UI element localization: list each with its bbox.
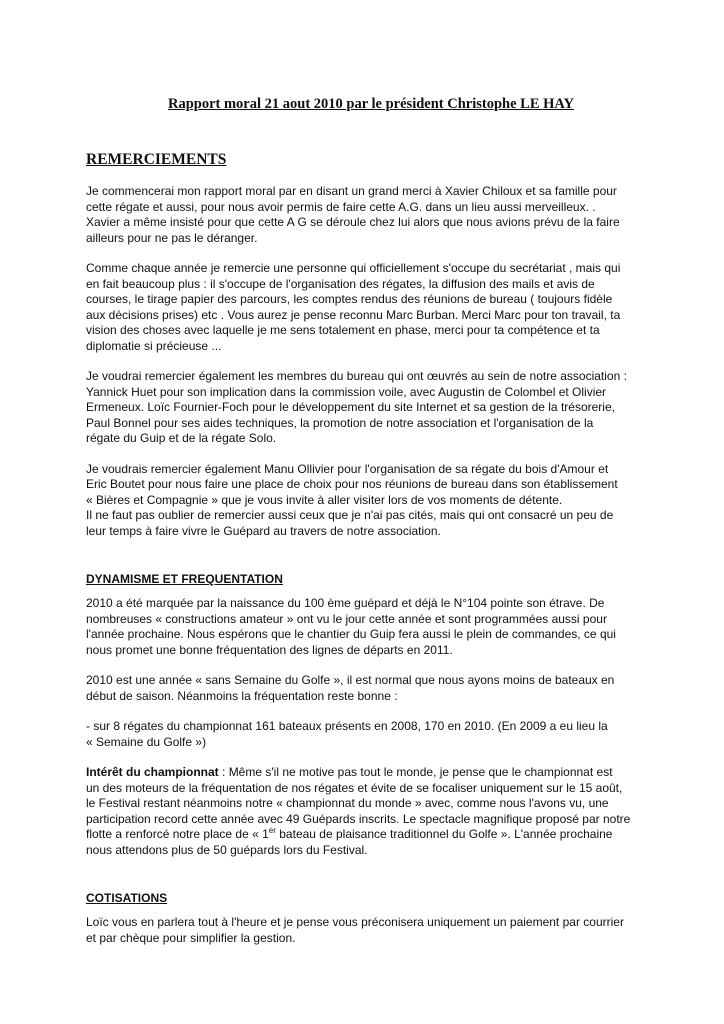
document-page <box>86 96 646 961</box>
text-line: diplomatie si précieuse ... <box>86 338 222 353</box>
paragraph-dynamisme-1 <box>86 596 646 658</box>
paragraph-remerciements-4 <box>86 462 646 540</box>
paragraph-dynamisme-2 <box>86 673 646 704</box>
text-line: et par chèque pour simplifier la gestion. <box>86 930 296 945</box>
paragraph-remerciements-1 <box>86 184 646 246</box>
text-line: Je voudrai remercier également les membres du bureau qui ont œuvrés au sein de notre association : <box>86 369 627 383</box>
text-line: nous promet une bonne fréquentation des lignes de départs en 2011. <box>86 642 453 657</box>
text-fragment: flotte a renforcé notre place de « 1 <box>86 827 269 841</box>
superscript-er: er <box>268 826 276 835</box>
text-line: « Semaine du Golfe ») <box>86 734 207 749</box>
heading-dynamisme: DYNAMISME ET FREQUENTATION <box>86 572 283 586</box>
text-line: 2010 a été marquée par la naissance du 100 ème guépard et déjà le N°104 pointe son étrave. De <box>86 596 605 610</box>
text-line: Loïc vous en parlera tout à l'heure et je pense vous préconisera uniquement un paiement par courrier <box>86 915 624 929</box>
text-line: participation record cette année avec 49 Guépards inscrits. Le spectacle magnifique proposé par notre <box>86 811 631 826</box>
heading-remerciements: REMERCIEMENTS <box>86 151 227 168</box>
document-title: Rapport moral 21 aout 2010 par le président Christophe LE HAY <box>167 96 575 112</box>
paragraph-remerciements-3 <box>86 369 646 447</box>
text-line: 2010 est une année « sans Semaine du Golfe », il est normal que nous ayons moins de bateaux en <box>86 673 615 687</box>
paragraph-dynamisme-3 <box>86 719 646 750</box>
heading-cotisations: COTISATIONS <box>86 891 168 905</box>
text-line: courses, le tirage papier des parcours, les comptes rendus des réunions de bureau ( toujours fidèle <box>86 292 613 306</box>
text-line: cette régate et aussi, pour nous avoir permis de faire cette A.G. dans un lieu aussi merveilleux. . <box>86 199 596 214</box>
text-line <box>86 765 646 781</box>
text-line: - sur 8 régates du championnat 161 bateaux présents en 2008, 170 en 2010. (En 2009 a eu lieu la <box>86 719 608 733</box>
text-line: Yannick Huet pour son implication dans la commission voile, avec Augustin de Colombel et Olivier <box>86 384 607 399</box>
text-line: Je commencerai mon rapport moral par en disant un grand merci à Xavier Chiloux et sa famille pour <box>86 184 617 198</box>
text-line: l'année prochaine. Nous espérons que le chantier du Guip fera aussi le plein de commandes, ce qui <box>86 627 616 641</box>
text-fragment: bateau de plaisance traditionnel du Golfe ». L'année prochaine <box>275 827 613 841</box>
text-line: ailleurs pour ne pas le déranger. <box>86 230 258 245</box>
text-line: « Bières et Compagnie » que je vous invite à aller visiter lors de vos moments de détente. <box>86 492 563 507</box>
text-line: en fait beaucoup plus : il s'occupe de l'organisation des régates, la diffusion des mails et avis de <box>86 276 595 291</box>
text-line: le Festival restant néanmoins notre « championnat du monde » avec, comme nous l'avons vu, une <box>86 796 609 810</box>
text-line: Eric Boutet pour nous faire une place de choix pour nos réunions de bureau dans son établissement <box>86 477 618 491</box>
text-line: Xavier a même insisté pour que cette A G se déroule chez lui alors que nous avions prévu de la faire <box>86 215 620 229</box>
text-line: Comme chaque année je remercie une personne qui officiellement s'occupe du secrétariat , mais qui <box>86 261 621 275</box>
text-line: vision des choses avec laquelle je me sens totalement en phase, merci pour ta compétence et ta <box>86 323 600 337</box>
spacer <box>86 554 646 572</box>
paragraph-cotisations-1 <box>86 915 646 946</box>
text-line: leur temps à faire vivre le Guépard au travers de notre association. <box>86 523 441 538</box>
text-line: Je voudrais remercier également Manu Ollivier pour l'organisation de sa régate du bois d'Amour et <box>86 461 609 476</box>
text-line: aux décisions prises) etc . Vous aurez je pense reconnu Marc Burban. Merci Marc pour ton travail, ta <box>86 307 621 322</box>
text-fragment: : Même s'il ne motive pas tout le monde, je pense que le championnat est <box>218 765 613 779</box>
paragraph-remerciements-2 <box>86 261 646 354</box>
spacer <box>86 873 646 891</box>
text-line: Ermeneux. Loïc Fournier-Foch pour le développement du site Internet et sa gestion de la trésorerie, <box>86 400 615 414</box>
text-line <box>86 827 646 843</box>
text-line: Il ne faut pas oublier de remercier aussi ceux que je n'ai pas cités, mais qui ont consacré un peu de <box>86 508 614 522</box>
bold-label-interet-championnat: Intérêt du championnat <box>86 765 219 779</box>
paragraph-dynamisme-4 <box>86 765 646 858</box>
text-line: Paul Bonnel pour ses aides techniques, la promotion de notre association et l'organisation de la <box>86 415 594 430</box>
text-line: nombreuses « constructions amateur » ont vu le jour cette année et sont programmées aussi pour <box>86 611 607 626</box>
text-line: un des moteurs de la fréquentation de nos régates et évite de se focaliser uniquement sur le 15 août, <box>86 780 623 795</box>
text-line: début de saison. Néanmoins la fréquentation reste bonne : <box>86 688 398 703</box>
text-line: nous attendons plus de 50 guépards lors du Festival. <box>86 842 368 857</box>
text-line: régate du Guip et de la régate Solo. <box>86 431 277 445</box>
